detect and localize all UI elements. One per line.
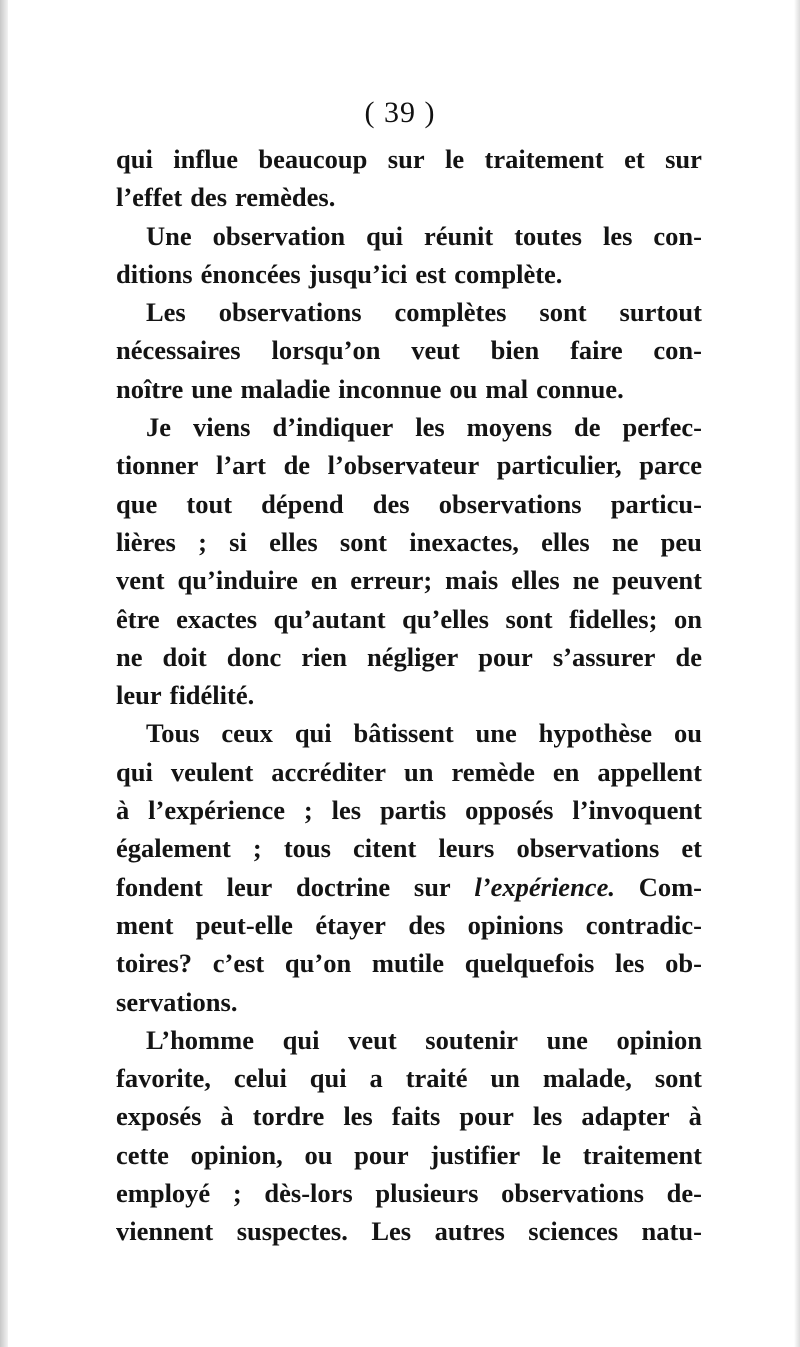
text-line: cette opinion, ou pour justifier le traitement — [116, 1139, 702, 1170]
text-line: ment peut-elle étayer des opinions contradic- — [116, 909, 702, 940]
text-line: à l’expérience ; les partis opposés l’invoquent — [116, 795, 702, 826]
text-line: servations. — [116, 986, 238, 1017]
text-line: ne doit donc rien négliger pour s’assurer de — [116, 641, 702, 672]
text-line: lières ; si elles sont inexactes, elles ne peu — [116, 526, 702, 557]
text-line: nécessaires lorsqu’on veut bien faire con- — [116, 335, 702, 366]
text-line: employé ; dès-lors plusieurs observations de- — [116, 1178, 702, 1209]
text-line: L’homme qui veut soutenir une opinion — [146, 1024, 702, 1055]
text-line: fondent leur doctrine sur l’expérience. Com- — [116, 871, 702, 902]
text-line: exposés à tordre les faits pour les adapter à — [116, 1101, 702, 1132]
text-line: qui influe beaucoup sur le traitement et sur — [116, 144, 702, 174]
page-number: ( 39 ) — [364, 96, 436, 129]
text-line: Je viens d’indiquer les moyens de perfec- — [146, 412, 702, 443]
text-line: Une observation qui réunit toutes les con- — [146, 220, 702, 251]
text-line: être exactes qu’autant qu’elles sont fidelles; on — [116, 603, 702, 634]
text-line: que tout dépend des observations particu- — [116, 488, 702, 519]
text-line: tionner l’art de l’observateur particulier, parce — [116, 450, 702, 481]
text-line: Les observations complètes sont surtout — [146, 297, 702, 328]
body-text — [116, 140, 702, 1251]
text-line: également ; tous citent leurs observations et — [116, 833, 702, 864]
text-line: vent qu’induire en erreur; mais elles ne peuvent — [116, 565, 702, 596]
page-edge — [794, 0, 800, 1347]
text-line: qui veulent accréditer un remède en appellent — [116, 756, 702, 787]
text-line: favorite, celui qui a traité un malade, sont — [116, 1063, 702, 1094]
text-line: toires? c’est qu’on mutile quelquefois les ob- — [116, 948, 702, 979]
text-line: viennent suspectes. Les autres sciences natu- — [116, 1216, 702, 1247]
text-line: noître une maladie inconnue ou mal connue. — [116, 373, 624, 404]
text-line: l’effet des remèdes. — [116, 182, 336, 213]
text-line: Tous ceux qui bâtissent une hypothèse ou — [146, 718, 702, 749]
page-binding-shadow — [0, 0, 8, 1347]
text-line: ditions énoncées jusqu’ici est complète. — [116, 258, 563, 289]
text-line: leur fidélité. — [116, 680, 255, 711]
